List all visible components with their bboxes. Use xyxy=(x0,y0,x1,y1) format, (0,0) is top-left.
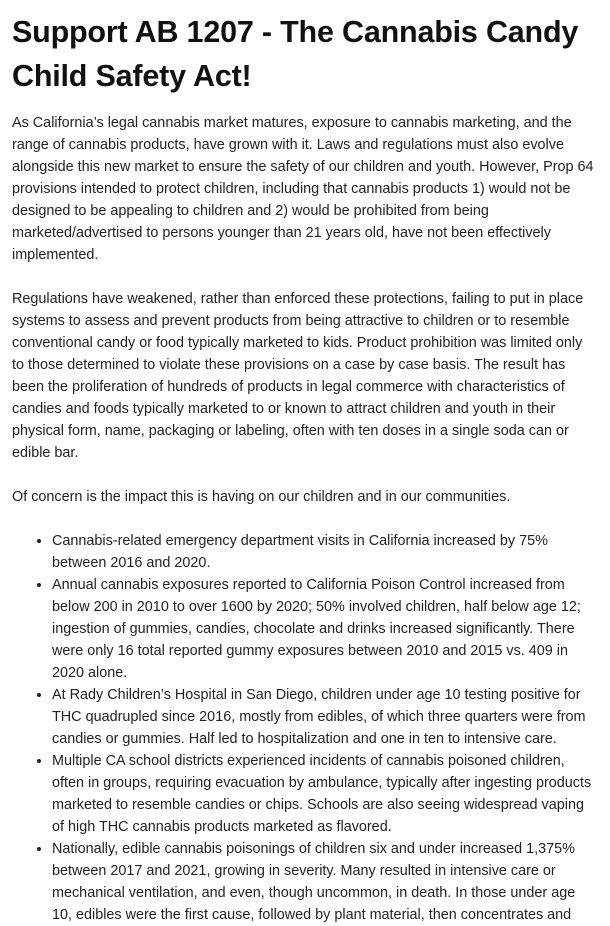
page-title: Support AB 1207 - The Cannabis Candy Child Safety Act! xyxy=(12,15,579,93)
list-item: • Cannabis-related emergency department visits in California increased by 75% between 2016 and 2020. xyxy=(52,530,598,574)
list-item: • Multiple CA school districts experienced incidents of cannabis poisoned children, often in groups, requiring evacuation by ambulance, typically after ingesting products marketed to resemble candies or chips. Schools are also seeing widespread vaping of high THC cannabis products marketed as flavored. xyxy=(52,750,598,838)
impact-list xyxy=(12,530,598,926)
list-item: • Nationally, edible cannabis poisonings of children six and under increased 1,375% between 2017 and 2021, growing in severity. Many resulted in intensive care or mechanical ventilation, and even, though uncommon, in death. In those under age 10, edibles were the first cause, followed by plant material, then concentrates and xyxy=(52,838,598,926)
regulations-paragraph: Regulations have weakened, rather than enforced these protections, failing to put in place systems to assess and prevent products from being attractive to children or to resemble conventional candy or food typically marketed to kids. Product prohibition was limited only to those determined to violate these provisions on a case by case basis. The result has been the proliferation of hundreds of products in legal commerce with characteristics of candies and foods typically marketed to or known to attract children and youth in their physical form, name, packaging or labeling, often with ten doses in a single soda can or edible bar. xyxy=(12,291,584,461)
intro-paragraph: As California’s legal cannabis market matures, exposure to cannabis marketing, and the range of cannabis products, have grown with it. Laws and regulations must also evolve alongside this new market to ensure the safety of our children and youth. However, Prop 64 provisions intended to protect children, including that cannabis products 1) would not be designed to be appealing to children and 2) would be prohibited from being marketed/advertised to persons younger than 21 years old, have not been effectively implemented. xyxy=(12,115,594,263)
list-item: • At Rady Children’s Hospital in San Diego, children under age 10 testing positive for THC quadrupled since 2016, mostly from edibles, of which three quarters were from candies or gummies. Half led to hospitalization and one in ten to intensive care. xyxy=(52,684,598,750)
concern-paragraph: Of concern is the impact this is having on our children and in our communities. xyxy=(12,489,511,505)
list-item: • Annual cannabis exposures reported to California Poison Control increased from below 200 in 2010 to over 1600 by 2020; 50% involved children, half below age 12; ingestion of gummies, candies, chocolate and drinks increased significantly. There were only 16 total reported gummy exposures between 2010 and 2015 vs. 409 in 2020 alone. xyxy=(52,574,598,684)
